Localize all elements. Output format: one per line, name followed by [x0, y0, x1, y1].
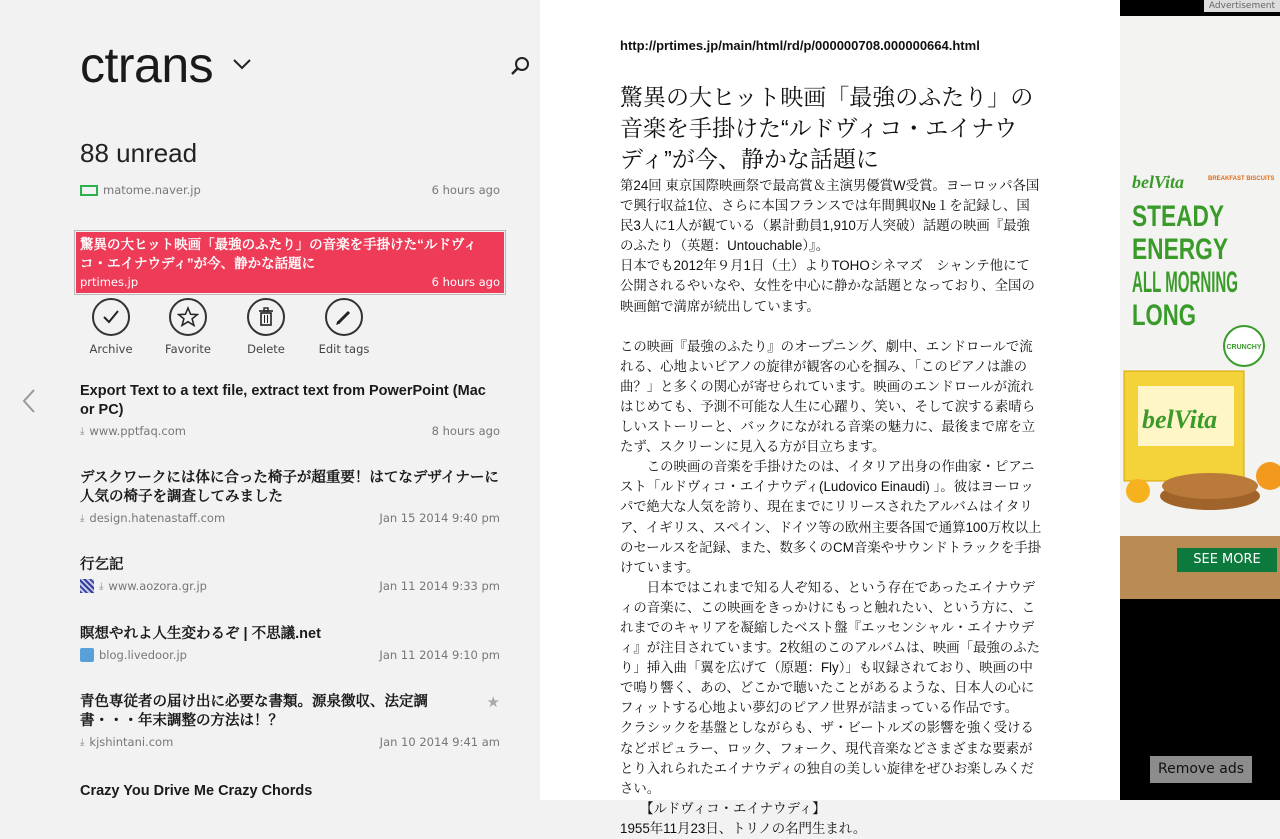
item-headline: Crazy You Drive Me Crazy Chords: [80, 783, 313, 799]
item-headline: 青色専従者の届け出に必要な書類。源泉徴収、法定調書・・・年末調整の方法は！？: [80, 694, 428, 729]
article-paragraph: 日本ではこれまで知る人ぞ知る、という存在であったエイナウディの音楽に、この映画をきっかけにもっと触れたい、という方に、これまでのキャリアを凝縮したベスト盤『エッセンシャル・エイナウディ』が注目されています。2枚組のこのアルバムは、映画「最強のふたり」挿入曲「翼を広げて（原題：Fly）」も収録されており、映画の中で鳴り響く、あの、どこかで聴いたことがあるような、日本人の心にフィットする心地よい夢幻のピアノ世界が詰まっている作品です。: [620, 579, 1041, 716]
site-favicon-icon: [80, 579, 94, 593]
ad-brand-sub: BREAKFAST BISCUITS: [1208, 176, 1275, 182]
list-item[interactable]: [80, 382, 500, 442]
ad-brand: belVita: [1132, 172, 1185, 192]
article-paragraph: 1955年11月23日、トリノの名門生まれ。: [620, 820, 867, 836]
item-headline: Export Text to a text file, extract text from PowerPoint (Mac or PC): [80, 383, 486, 418]
list-item[interactable]: [80, 782, 500, 800]
article-paragraph: この映画の音楽を手掛けたのは、イタリア出身の作曲家・ピアニスト「ルドヴィコ・エイナウディ(Ludovico Einaudi) 」。彼はヨーロッパで絶大な人気を誇り、現在までにリリースされたアルバムはイタリア、イギリス、スペイン、ドイツ等の欧州主要各国で通算100万枚以上のセールスを記録、また、数多くのCM音楽やサウンドトラックを手掛けています。: [620, 459, 1042, 575]
site-favicon-icon: [80, 185, 98, 196]
ad-package-brand: belVita: [1142, 405, 1218, 434]
archive-button[interactable]: Archive: [76, 298, 146, 356]
ad-label: Advertisement: [1204, 0, 1280, 12]
item-source: design.hatenastaff.com: [89, 511, 226, 525]
trash-icon: [257, 307, 275, 327]
ad-artwork: [1120, 16, 1280, 599]
item-headline: 驚異の大ヒット映画「最強のふたり」の音楽を手掛けた“ルドヴィコ・エイナウディ”が今、静かな話題に: [80, 237, 478, 271]
article-paragraph: この映画『最強のふたり』のオープニング、劇中、エンドロールで流れる、心地よいピアノの旋律が観客の心を掴み、「このピアノは誰の曲？」と多くの関心が寄せられています。映画のエンドロールが流れはじめても、予測不可能な人生に心躍り、笑い、そして涙する素晴らしいストーリーと、バックにながれる音楽の魅力に、最後まで席を立たず、スクリーンに見入る方が目立ちます。: [620, 338, 1036, 455]
list-item[interactable]: [80, 693, 500, 753]
article-paragraph: クラシックを基盤としながらも、ザ・ビートルズの影響を強く受けるなどポピュラー、ロック、フォーク、現代音楽などさまざまな要素がとり入れられたエイナウディの独自の美しい旋律をぜひお楽しみください。: [620, 720, 1035, 796]
item-headline: デスクワークには体に合った椅子が超重要！はてなデザイナーに人気の椅子を調査してみました: [80, 470, 499, 505]
item-time: Jan 11 2014 9:10 pm: [379, 648, 500, 662]
edit-tags-button[interactable]: Edit tags: [309, 298, 379, 356]
download-icon: ⤓: [80, 512, 85, 524]
star-icon: [177, 306, 199, 328]
ad-headline-line: ALL MORNING: [1132, 266, 1238, 299]
article-url[interactable]: http://prtimes.jp/main/html/rd/p/000000708.000000664.html: [620, 38, 980, 53]
item-source: www.pptfaq.com: [89, 424, 186, 438]
article-title: 驚異の大ヒット映画「最強のふたり」の音楽を手掛けた“ルドヴィコ・エイナウディ”が今、静かな話題に: [620, 84, 1034, 172]
item-time: 8 hours ago: [431, 424, 500, 438]
item-source: kjshintani.com: [89, 735, 174, 749]
download-icon: ⤓: [80, 425, 85, 437]
item-time: Jan 11 2014 9:33 pm: [379, 579, 500, 593]
ad-headline-line: LONG: [1132, 299, 1196, 332]
article-body: [620, 176, 1042, 839]
list-item[interactable]: [80, 556, 500, 597]
back-arrow-icon[interactable]: [20, 388, 38, 414]
download-icon: ⤓: [80, 736, 85, 748]
list-item[interactable]: [80, 469, 500, 529]
article-paragraph: 日本でも2012年９月1日（土）よりTOHOシネマズ シャンテ他にて公開されるやいなや、女性を中心に静かな話題となっており、全国の映画館で満席が続出しています。: [620, 258, 1035, 314]
delete-button[interactable]: Delete: [231, 298, 301, 356]
selected-list-item[interactable]: [76, 232, 504, 293]
item-time: 6 hours ago: [431, 183, 500, 197]
list-item[interactable]: [80, 183, 500, 201]
ad-headline-line: STEADY: [1132, 200, 1224, 233]
ad-pane: [1120, 0, 1280, 800]
item-source: blog.livedoor.jp: [99, 648, 187, 662]
item-headline: 行乞記: [80, 557, 124, 573]
article-list-pane: [0, 0, 540, 800]
search-icon[interactable]: [508, 54, 532, 78]
remove-ads-button[interactable]: Remove ads: [1150, 756, 1252, 783]
ad-headline-line: ENERGY: [1132, 233, 1228, 266]
item-time: 6 hours ago: [431, 275, 500, 289]
favorite-button[interactable]: Favorite: [153, 298, 223, 356]
item-headline: 瞑想やれよ人生変わるぞ | 不思議.net: [80, 626, 321, 642]
feed-title[interactable]: ctrans: [80, 37, 214, 93]
pencil-icon: [334, 307, 354, 327]
item-source: prtimes.jp: [80, 275, 139, 289]
list-item[interactable]: [80, 625, 500, 666]
item-source: www.aozora.gr.jp: [108, 579, 207, 593]
ad-badge: CRUNCHY: [1226, 344, 1262, 351]
download-icon: ⤓: [99, 580, 104, 592]
item-time: Jan 15 2014 9:40 pm: [379, 511, 500, 525]
star-icon[interactable]: ★: [486, 693, 500, 711]
check-icon: [101, 307, 121, 327]
site-favicon-icon: [80, 648, 94, 662]
ad-banner[interactable]: [1120, 16, 1280, 599]
paragraph-gap: [620, 317, 1042, 337]
chevron-down-icon[interactable]: [232, 58, 252, 70]
article-paragraph: 第24回 東京国際映画祭で最高賞＆主演男優賞W受賞。ヨーロッパ各国で興行収益1位、さらに本国フランスでは年間興収№１を記録し、国民3人に1人が観ている（累計動員1,910万人突破）話題の映画『最強のふたり（英題：Untouchable）』。: [620, 178, 1040, 254]
unread-count: 88 unread: [80, 138, 198, 168]
item-source: matome.naver.jp: [103, 183, 201, 197]
article-paragraph: 【ルドヴィコ・エイナウディ】: [620, 800, 826, 816]
item-time: Jan 10 2014 9:41 am: [379, 735, 500, 749]
see-more-button[interactable]: SEE MORE: [1177, 548, 1277, 572]
